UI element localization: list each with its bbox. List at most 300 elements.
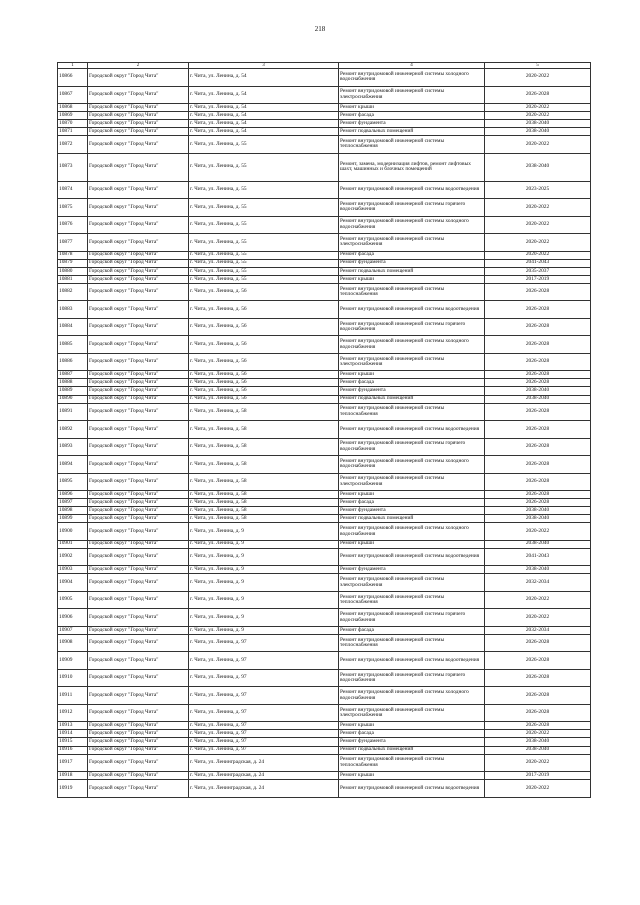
- table-row: [58, 566, 591, 574]
- table-row: [58, 634, 591, 652]
- table-row: [58, 730, 591, 738]
- table-row: [58, 738, 591, 746]
- address-cell: г. Чита, ул. Ленина, д. 9: [189, 540, 339, 548]
- row-number-cell: 10877: [58, 234, 88, 252]
- period-cell: 2020-2022: [485, 136, 591, 154]
- row-number-cell: 10871: [58, 128, 88, 136]
- period-cell: 2023-2025: [485, 181, 591, 199]
- address-cell: г. Чита, ул. Ленина, д. 58: [189, 438, 339, 456]
- period-cell: 2026-2028: [485, 456, 591, 474]
- address-cell: г. Чита, ул. Ленина, д. 9: [189, 566, 339, 574]
- table-row: [58, 387, 591, 395]
- municipality-cell: Городской округ "Город Чита": [88, 128, 189, 136]
- address-cell: г. Чита, ул. Ленина, д. 58: [189, 456, 339, 474]
- work-type-cell: Ремонт, замена, модернизация лифтов, ремонт лифтовых шахт, машинных и блочных помещений: [339, 153, 485, 181]
- municipality-cell: Городской округ "Город Чита": [88, 112, 189, 120]
- period-cell: 2017-2019: [485, 772, 591, 780]
- municipality-cell: Городской округ "Город Чита": [88, 153, 189, 181]
- table-row: [58, 499, 591, 507]
- period-cell: 2026-2028: [485, 421, 591, 439]
- period-cell: 2026-2028: [485, 634, 591, 652]
- row-number-cell: 10915: [58, 738, 88, 746]
- work-type-cell: Ремонт внутридомовой инженерной системы электроснабжения: [339, 234, 485, 252]
- row-number-cell: 10876: [58, 216, 88, 234]
- table-row: [58, 626, 591, 634]
- table-row: [58, 772, 591, 780]
- table-row: [58, 318, 591, 336]
- work-type-cell: Ремонт внутридомовой инженерной системы горячего водоснабжения: [339, 438, 485, 456]
- work-type-cell: Ремонт фасада: [339, 626, 485, 634]
- address-cell: г. Чита, ул. Ленина, д. 58: [189, 403, 339, 421]
- municipality-cell: Городской округ "Город Чита": [88, 634, 189, 652]
- period-cell: 2026-2028: [485, 379, 591, 387]
- address-cell: г. Чита, ул. Ленина, д. 56: [189, 379, 339, 387]
- table-row: [58, 251, 591, 259]
- row-number-cell: 10916: [58, 746, 88, 754]
- work-type-cell: Ремонт внутридомовой инженерной системы электроснабжения: [339, 473, 485, 491]
- work-type-cell: Ремонт фасада: [339, 379, 485, 387]
- table-row: [58, 336, 591, 354]
- work-type-cell: Ремонт внутридомовой инженерной системы теплоснабжения: [339, 283, 485, 301]
- work-type-cell: Ремонт внутридомовой инженерной системы электроснабжения: [339, 574, 485, 592]
- row-number-cell: 10912: [58, 704, 88, 722]
- row-number-cell: 10900: [58, 523, 88, 541]
- municipality-cell: Городской округ "Город Чита": [88, 301, 189, 319]
- column-number-1: 1: [58, 63, 88, 69]
- work-type-cell: Ремонт внутридомовой инженерной системы теплоснабжения: [339, 634, 485, 652]
- municipality-cell: Городской округ "Город Чита": [88, 491, 189, 499]
- table-row: [58, 421, 591, 439]
- work-type-cell: Ремонт внутридомовой инженерной системы теплоснабжения: [339, 403, 485, 421]
- address-cell: г. Чита, ул. Ленина, д. 56: [189, 353, 339, 371]
- table-row: [58, 438, 591, 456]
- work-type-cell: Ремонт внутридомовой инженерной системы горячего водоснабжения: [339, 669, 485, 687]
- work-type-cell: Ремонт фундамента: [339, 566, 485, 574]
- period-cell: 2038-2040: [485, 507, 591, 515]
- row-number-cell: 10908: [58, 634, 88, 652]
- row-number-cell: 10892: [58, 421, 88, 439]
- work-type-cell: Ремонт внутридомовой инженерной системы холодного водоснабжения: [339, 69, 485, 87]
- row-number-cell: 10873: [58, 153, 88, 181]
- row-number-cell: 10897: [58, 499, 88, 507]
- table-row: [58, 403, 591, 421]
- period-cell: 2038-2040: [485, 515, 591, 523]
- period-cell: 2017-2019: [485, 275, 591, 283]
- period-cell: 2038-2040: [485, 738, 591, 746]
- period-cell: 2020-2022: [485, 234, 591, 252]
- table-row: [58, 473, 591, 491]
- table-row: [58, 104, 591, 112]
- municipality-cell: Городской округ "Город Чита": [88, 523, 189, 541]
- address-cell: г. Чита, ул. Ленина, д. 9: [189, 523, 339, 541]
- table-row: [58, 153, 591, 181]
- period-cell: 2038-2040: [485, 746, 591, 754]
- period-cell: 2020-2022: [485, 609, 591, 627]
- row-number-cell: 10898: [58, 507, 88, 515]
- work-type-cell: Ремонт внутридомовой инженерной системы горячего водоснабжения: [339, 318, 485, 336]
- address-cell: г. Чита, ул. Ленина, д. 97: [189, 746, 339, 754]
- period-cell: 2038-2040: [485, 128, 591, 136]
- column-number-2: 2: [88, 63, 189, 69]
- row-number-cell: 10910: [58, 669, 88, 687]
- register-table-body: [58, 63, 591, 798]
- work-type-cell: Ремонт внутридомовой инженерной системы холодного водоснабжения: [339, 336, 485, 354]
- row-number-cell: 10894: [58, 456, 88, 474]
- work-type-cell: Ремонт внутридомовой инженерной системы электроснабжения: [339, 86, 485, 104]
- table-row: [58, 652, 591, 670]
- municipality-cell: Городской округ "Город Чита": [88, 136, 189, 154]
- row-number-cell: 10890: [58, 395, 88, 403]
- address-cell: г. Чита, ул. Ленина, д. 54: [189, 86, 339, 104]
- address-cell: г. Чита, ул. Ленина, д. 97: [189, 652, 339, 670]
- address-cell: г. Чита, ул. Ленина, д. 54: [189, 112, 339, 120]
- municipality-cell: Городской округ "Город Чита": [88, 395, 189, 403]
- municipality-cell: Городской округ "Город Чита": [88, 626, 189, 634]
- municipality-cell: Городской округ "Город Чита": [88, 259, 189, 267]
- work-type-cell: Ремонт внутридомовой инженерной системы теплоснабжения: [339, 591, 485, 609]
- address-cell: г. Чита, ул. Ленина, д. 58: [189, 515, 339, 523]
- table-row: [58, 259, 591, 267]
- period-cell: 2026-2028: [485, 353, 591, 371]
- table-row: [58, 283, 591, 301]
- address-cell: г. Чита, ул. Ленина, д. 58: [189, 491, 339, 499]
- work-type-cell: Ремонт фундамента: [339, 507, 485, 515]
- work-type-cell: Ремонт подвальных помещений: [339, 746, 485, 754]
- municipality-cell: Городской округ "Город Чита": [88, 473, 189, 491]
- address-cell: г. Чита, ул. Ленина, д. 55: [189, 267, 339, 275]
- row-number-cell: 10879: [58, 259, 88, 267]
- municipality-cell: Городской округ "Город Чита": [88, 353, 189, 371]
- municipality-cell: Городской округ "Город Чита": [88, 438, 189, 456]
- table-row: [58, 687, 591, 705]
- table-row: [58, 379, 591, 387]
- municipality-cell: Городской округ "Город Чита": [88, 379, 189, 387]
- address-cell: г. Чита, ул. Ленина, д. 56: [189, 318, 339, 336]
- municipality-cell: Городской округ "Город Чита": [88, 738, 189, 746]
- address-cell: г. Чита, ул. Ленинградская, д. 24: [189, 754, 339, 772]
- row-number-cell: 10887: [58, 371, 88, 379]
- municipality-cell: Городской округ "Город Чита": [88, 387, 189, 395]
- row-number-cell: 10917: [58, 754, 88, 772]
- period-cell: 2032-2034: [485, 574, 591, 592]
- municipality-cell: Городской округ "Город Чита": [88, 609, 189, 627]
- municipality-cell: Городской округ "Город Чита": [88, 669, 189, 687]
- address-cell: г. Чита, ул. Ленина, д. 56: [189, 283, 339, 301]
- address-cell: г. Чита, ул. Ленина, д. 55: [189, 153, 339, 181]
- table-row: [58, 86, 591, 104]
- period-cell: 2020-2022: [485, 112, 591, 120]
- work-type-cell: Ремонт внутридомовой инженерной системы водоотведения: [339, 181, 485, 199]
- period-cell: 2026-2028: [485, 491, 591, 499]
- table-row: [58, 507, 591, 515]
- row-number-cell: 10893: [58, 438, 88, 456]
- period-cell: 2020-2022: [485, 216, 591, 234]
- address-cell: г. Чита, ул. Ленина, д. 58: [189, 473, 339, 491]
- work-type-cell: Ремонт фундамента: [339, 120, 485, 128]
- table-row: [58, 515, 591, 523]
- period-cell: 2020-2022: [485, 199, 591, 217]
- table-row: [58, 574, 591, 592]
- municipality-cell: Городской округ "Город Чита": [88, 181, 189, 199]
- row-number-cell: 10904: [58, 574, 88, 592]
- row-number-cell: 10911: [58, 687, 88, 705]
- table-row: [58, 754, 591, 772]
- table-row: [58, 746, 591, 754]
- work-type-cell: Ремонт фундамента: [339, 387, 485, 395]
- address-cell: г. Чита, ул. Ленина, д. 55: [189, 199, 339, 217]
- municipality-cell: Городской округ "Город Чита": [88, 104, 189, 112]
- municipality-cell: Городской округ "Город Чита": [88, 403, 189, 421]
- address-cell: г. Чита, ул. Ленина, д. 97: [189, 722, 339, 730]
- row-number-cell: 10869: [58, 112, 88, 120]
- row-number-cell: 10902: [58, 548, 88, 566]
- address-cell: г. Чита, ул. Ленина, д. 54: [189, 128, 339, 136]
- work-type-cell: Ремонт внутридомовой инженерной системы водоотведения: [339, 780, 485, 798]
- municipality-cell: Городской округ "Город Чита": [88, 371, 189, 379]
- table-row: [58, 136, 591, 154]
- address-cell: г. Чита, ул. Ленина, д. 97: [189, 738, 339, 746]
- period-cell: 2020-2022: [485, 251, 591, 259]
- period-cell: 2038-2040: [485, 120, 591, 128]
- period-cell: 2026-2028: [485, 652, 591, 670]
- municipality-cell: Городской округ "Город Чита": [88, 722, 189, 730]
- table-row: [58, 540, 591, 548]
- row-number-cell: 10907: [58, 626, 88, 634]
- address-cell: г. Чита, ул. Ленина, д. 56: [189, 387, 339, 395]
- period-cell: 2020-2022: [485, 730, 591, 738]
- work-type-cell: Ремонт крыши: [339, 722, 485, 730]
- table-row: [58, 591, 591, 609]
- row-number-cell: 10867: [58, 86, 88, 104]
- address-cell: г. Чита, ул. Ленина, д. 55: [189, 251, 339, 259]
- municipality-cell: Городской округ "Город Чита": [88, 283, 189, 301]
- period-cell: 2041-2043: [485, 548, 591, 566]
- municipality-cell: Городской округ "Город Чита": [88, 267, 189, 275]
- period-cell: 2026-2028: [485, 722, 591, 730]
- table-row: [58, 275, 591, 283]
- work-type-cell: Ремонт внутридомовой инженерной системы холодного водоснабжения: [339, 687, 485, 705]
- work-type-cell: Ремонт подвальных помещений: [339, 395, 485, 403]
- address-cell: г. Чита, ул. Ленина, д. 55: [189, 216, 339, 234]
- municipality-cell: Городской округ "Город Чита": [88, 456, 189, 474]
- address-cell: г. Чита, ул. Ленина, д. 55: [189, 136, 339, 154]
- period-cell: 2026-2028: [485, 687, 591, 705]
- municipality-cell: Городской округ "Город Чита": [88, 507, 189, 515]
- table-row: [58, 523, 591, 541]
- table-row: [58, 669, 591, 687]
- period-cell: 2026-2028: [485, 371, 591, 379]
- period-cell: 2020-2022: [485, 754, 591, 772]
- table-row: [58, 199, 591, 217]
- work-type-cell: Ремонт внутридомовой инженерной системы горячего водоснабжения: [339, 199, 485, 217]
- row-number-cell: 10889: [58, 387, 88, 395]
- municipality-cell: Городской округ "Город Чита": [88, 120, 189, 128]
- table-row: [58, 234, 591, 252]
- work-type-cell: Ремонт внутридомовой инженерной системы теплоснабжения: [339, 136, 485, 154]
- municipality-cell: Городской округ "Город Чита": [88, 216, 189, 234]
- municipality-cell: Городской округ "Город Чита": [88, 754, 189, 772]
- table-row: [58, 704, 591, 722]
- municipality-cell: Городской округ "Город Чита": [88, 275, 189, 283]
- address-cell: г. Чита, ул. Ленина, д. 54: [189, 69, 339, 87]
- municipality-cell: Городской округ "Город Чита": [88, 499, 189, 507]
- address-cell: г. Чита, ул. Ленина, д. 97: [189, 634, 339, 652]
- work-type-cell: Ремонт подвальных помещений: [339, 515, 485, 523]
- row-number-cell: 10886: [58, 353, 88, 371]
- address-cell: г. Чита, ул. Ленинградская, д. 24: [189, 772, 339, 780]
- row-number-cell: 10909: [58, 652, 88, 670]
- row-number-cell: 10919: [58, 780, 88, 798]
- work-type-cell: Ремонт фундамента: [339, 738, 485, 746]
- work-type-cell: Ремонт внутридомовой инженерной системы водоотведения: [339, 548, 485, 566]
- municipality-cell: Городской округ "Город Чита": [88, 515, 189, 523]
- municipality-cell: Городской округ "Город Чита": [88, 199, 189, 217]
- period-cell: 2026-2028: [485, 86, 591, 104]
- address-cell: г. Чита, ул. Ленина, д. 9: [189, 574, 339, 592]
- table-row: [58, 395, 591, 403]
- table-row: [58, 267, 591, 275]
- row-number-cell: 10882: [58, 283, 88, 301]
- column-number-3: 3: [189, 63, 339, 69]
- address-cell: г. Чита, ул. Ленина, д. 56: [189, 336, 339, 354]
- table-row: [58, 609, 591, 627]
- work-type-cell: Ремонт внутридомовой инженерной системы водоотведения: [339, 652, 485, 670]
- table-row: [58, 69, 591, 87]
- row-number-cell: 10905: [58, 591, 88, 609]
- row-number-cell: 10870: [58, 120, 88, 128]
- period-cell: 2026-2028: [485, 438, 591, 456]
- work-type-cell: Ремонт внутридомовой инженерной системы электроснабжения: [339, 704, 485, 722]
- row-number-cell: 10914: [58, 730, 88, 738]
- municipality-cell: Городской округ "Город Чита": [88, 746, 189, 754]
- municipality-cell: Городской округ "Город Чита": [88, 652, 189, 670]
- address-cell: г. Чита, ул. Ленина, д. 97: [189, 669, 339, 687]
- row-number-cell: 10906: [58, 609, 88, 627]
- table-row: [58, 780, 591, 798]
- address-cell: г. Чита, ул. Ленина, д. 56: [189, 371, 339, 379]
- work-type-cell: Ремонт фундамента: [339, 259, 485, 267]
- row-number-cell: 10884: [58, 318, 88, 336]
- municipality-cell: Городской округ "Город Чита": [88, 772, 189, 780]
- period-cell: 2035-2037: [485, 267, 591, 275]
- row-number-cell: 10901: [58, 540, 88, 548]
- table-row: [58, 548, 591, 566]
- work-type-cell: Ремонт крыши: [339, 491, 485, 499]
- address-cell: г. Чита, ул. Ленина, д. 9: [189, 548, 339, 566]
- row-number-cell: 10896: [58, 491, 88, 499]
- municipality-cell: Городской округ "Город Чита": [88, 780, 189, 798]
- work-type-cell: Ремонт внутридомовой инженерной системы холодного водоснабжения: [339, 456, 485, 474]
- period-cell: 2026-2028: [485, 318, 591, 336]
- period-cell: 2026-2028: [485, 473, 591, 491]
- municipality-cell: Городской округ "Город Чита": [88, 336, 189, 354]
- municipality-cell: Городской округ "Город Чита": [88, 318, 189, 336]
- municipality-cell: Городской округ "Город Чита": [88, 704, 189, 722]
- period-cell: 2026-2028: [485, 403, 591, 421]
- row-number-cell: 10880: [58, 267, 88, 275]
- row-number-cell: 10874: [58, 181, 88, 199]
- work-type-cell: Ремонт подвальных помещений: [339, 128, 485, 136]
- row-number-cell: 10875: [58, 199, 88, 217]
- period-cell: 2038-2040: [485, 566, 591, 574]
- period-cell: 2026-2028: [485, 704, 591, 722]
- period-cell: 2038-2040: [485, 153, 591, 181]
- row-number-cell: 10878: [58, 251, 88, 259]
- address-cell: г. Чита, ул. Ленина, д. 56: [189, 395, 339, 403]
- period-cell: 2026-2028: [485, 283, 591, 301]
- municipality-cell: Городской округ "Город Чита": [88, 234, 189, 252]
- row-number-cell: 10868: [58, 104, 88, 112]
- period-cell: 2020-2022: [485, 780, 591, 798]
- period-cell: 2041-2043: [485, 259, 591, 267]
- work-type-cell: Ремонт внутридомовой инженерной системы электроснабжения: [339, 353, 485, 371]
- register-table: [57, 62, 591, 798]
- work-type-cell: Ремонт внутридомовой инженерной системы водоотведения: [339, 421, 485, 439]
- period-cell: 2026-2028: [485, 499, 591, 507]
- work-type-cell: Ремонт крыши: [339, 772, 485, 780]
- address-cell: г. Чита, ул. Ленина, д. 55: [189, 234, 339, 252]
- work-type-cell: Ремонт крыши: [339, 540, 485, 548]
- work-type-cell: Ремонт подвальных помещений: [339, 267, 485, 275]
- period-cell: 2020-2022: [485, 104, 591, 112]
- municipality-cell: Городской округ "Город Чита": [88, 591, 189, 609]
- work-type-cell: Ремонт внутридомовой инженерной системы водоотведения: [339, 301, 485, 319]
- address-cell: г. Чита, ул. Ленина, д. 54: [189, 104, 339, 112]
- table-row: [58, 181, 591, 199]
- row-number-cell: 10888: [58, 379, 88, 387]
- table-row: [58, 128, 591, 136]
- work-type-cell: Ремонт внутридомовой инженерной системы горячего водоснабжения: [339, 609, 485, 627]
- work-type-cell: Ремонт внутридомовой инженерной системы холодного водоснабжения: [339, 216, 485, 234]
- work-type-cell: Ремонт внутридомовой инженерной системы теплоснабжения: [339, 754, 485, 772]
- table-row: [58, 371, 591, 379]
- municipality-cell: Городской округ "Город Чита": [88, 86, 189, 104]
- address-cell: г. Чита, ул. Ленина, д. 58: [189, 499, 339, 507]
- column-number-5: 5: [485, 63, 591, 69]
- period-cell: 2026-2028: [485, 336, 591, 354]
- work-type-cell: Ремонт фасада: [339, 251, 485, 259]
- work-type-cell: Ремонт фасада: [339, 730, 485, 738]
- row-number-cell: 10872: [58, 136, 88, 154]
- municipality-cell: Городской округ "Город Чита": [88, 574, 189, 592]
- address-cell: г. Чита, ул. Ленина, д. 9: [189, 591, 339, 609]
- address-cell: г. Чита, ул. Ленина, д. 97: [189, 687, 339, 705]
- period-cell: 2032-2034: [485, 626, 591, 634]
- period-cell: 2020-2022: [485, 69, 591, 87]
- municipality-cell: Городской округ "Город Чита": [88, 730, 189, 738]
- municipality-cell: Городской округ "Город Чита": [88, 548, 189, 566]
- table-row: [58, 722, 591, 730]
- row-number-cell: 10918: [58, 772, 88, 780]
- table-row: [58, 301, 591, 319]
- work-type-cell: Ремонт крыши: [339, 275, 485, 283]
- period-cell: 2038-2040: [485, 540, 591, 548]
- page-number: 218: [314, 25, 326, 33]
- address-cell: г. Чита, ул. Ленина, д. 55: [189, 181, 339, 199]
- address-cell: г. Чита, ул. Ленина, д. 97: [189, 704, 339, 722]
- work-type-cell: Ремонт крыши: [339, 371, 485, 379]
- period-cell: 2020-2022: [485, 591, 591, 609]
- row-number-cell: 10881: [58, 275, 88, 283]
- period-cell: 2038-2040: [485, 395, 591, 403]
- work-type-cell: Ремонт фасада: [339, 499, 485, 507]
- table-row: [58, 112, 591, 120]
- municipality-cell: Городской округ "Город Чита": [88, 421, 189, 439]
- row-number-cell: 10895: [58, 473, 88, 491]
- work-type-cell: Ремонт фасада: [339, 112, 485, 120]
- address-cell: г. Чита, ул. Ленина, д. 55: [189, 259, 339, 267]
- row-number-cell: 10913: [58, 722, 88, 730]
